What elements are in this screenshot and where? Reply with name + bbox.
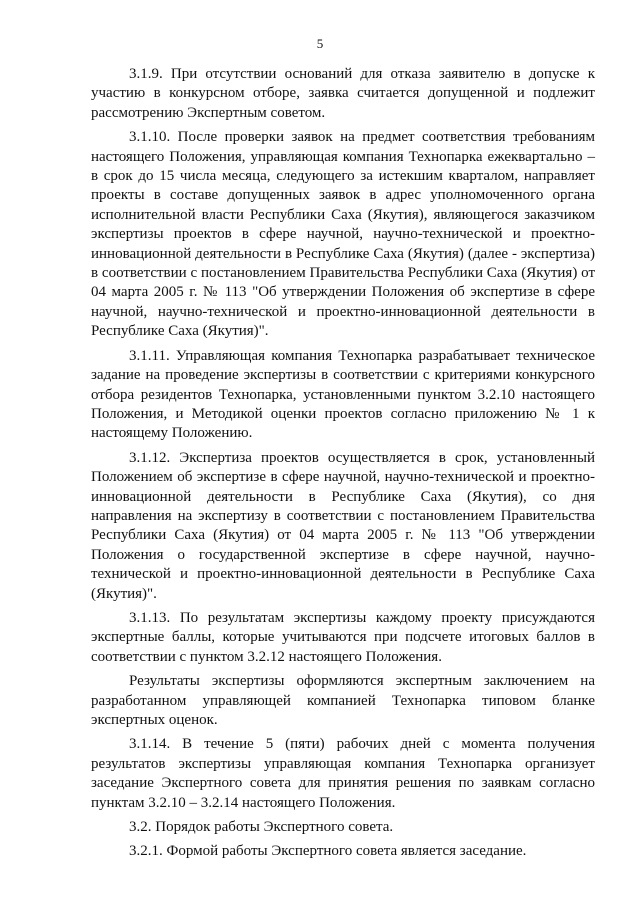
paragraph-3-1-9: 3.1.9. При отсутствии оснований для отказа заявителю в допуске к участию в конкурсном отборе, заявка считается допущенной и подлежит рассмотрению Экспертным советом. (91, 66, 595, 121)
page-number: 5 (316, 36, 324, 51)
document-body (91, 65, 595, 862)
paragraph-3-1-12: 3.1.12. Экспертиза проектов осуществляется в срок, установленный Положением об экспертизе в сфере научной, научно-технической и проектно-инновационной деятельности в Республике Саха (Якутия), со дня направления на экспертизу в соответствии с постановлением Правительства Республики Саха (Якутия) от 04 марта 2005 г. № 113 "Об утверждении Положения о государственной экспертизе в сфере научной, научно-технической и проектно-инновационной деятельности в Республике Саха (Якутия)". (91, 449, 595, 602)
paragraph-3-2: 3.2. Порядок работы Экспертного совета. (129, 819, 394, 836)
paragraph-3-1-13: 3.1.13. По результатам экспертизы каждому проекту присуждаются экспертные баллы, которые учитываются при подсчете итоговых баллов в соответствии с пунктом 3.2.12 настоящего Положения. (91, 609, 595, 665)
paragraph-3-1-10: 3.1.10. После проверки заявок на предмет соответствия требованиям настоящего Положения, управляющая компания Технопарка ежеквартально – в срок до 15 числа месяца, следующего за истекшим кварталом, направляет проекты в составе допущенных заявок в адрес уполномоченного органа исполнительной власти Республики Саха (Якутия), являющегося заказчиком экспертизы проектов в сфере научной, научно-технической и проектно-инновационной деятельности в Республике Саха (Якутия) (далее - экспертиза) в соответствии с постановлением Правительства Республики Саха (Якутия) от 04 марта 2005 г. № 113 "Об утверждении Положения об экспертизе в сфере научной, научно-технической и проектно-инновационной деятельности в Республике Саха (Якутия)". (91, 129, 595, 340)
paragraph-3-2-1: 3.2.1. Формой работы Экспертного совета является заседание. (129, 843, 527, 860)
paragraph-3-1-14: 3.1.14. В течение 5 (пяти) рабочих дней с момента получения результатов экспертизы управляющая компания Технопарка организует заседание Экспертного совета для принятия решения по заявкам согласно пунктам 3.2.10 – 3.2.14 настоящего Положения. (91, 736, 595, 811)
paragraph-3-1-11: 3.1.11. Управляющая компания Технопарка разрабатывает техническое задание на проведение экспертизы в соответствии с критериями конкурсного отбора резидентов Технопарка, установленными пунктом 3.2.10 настоящего Положения, и Методикой оценки проектов согласно приложению № 1 к настоящему Положению. (91, 347, 595, 442)
paragraph-expert-results: Результаты экспертизы оформляются экспертным заключением на разработанном управляющей компанией Технопарка типовом бланке экспертных оценок. (91, 673, 595, 728)
